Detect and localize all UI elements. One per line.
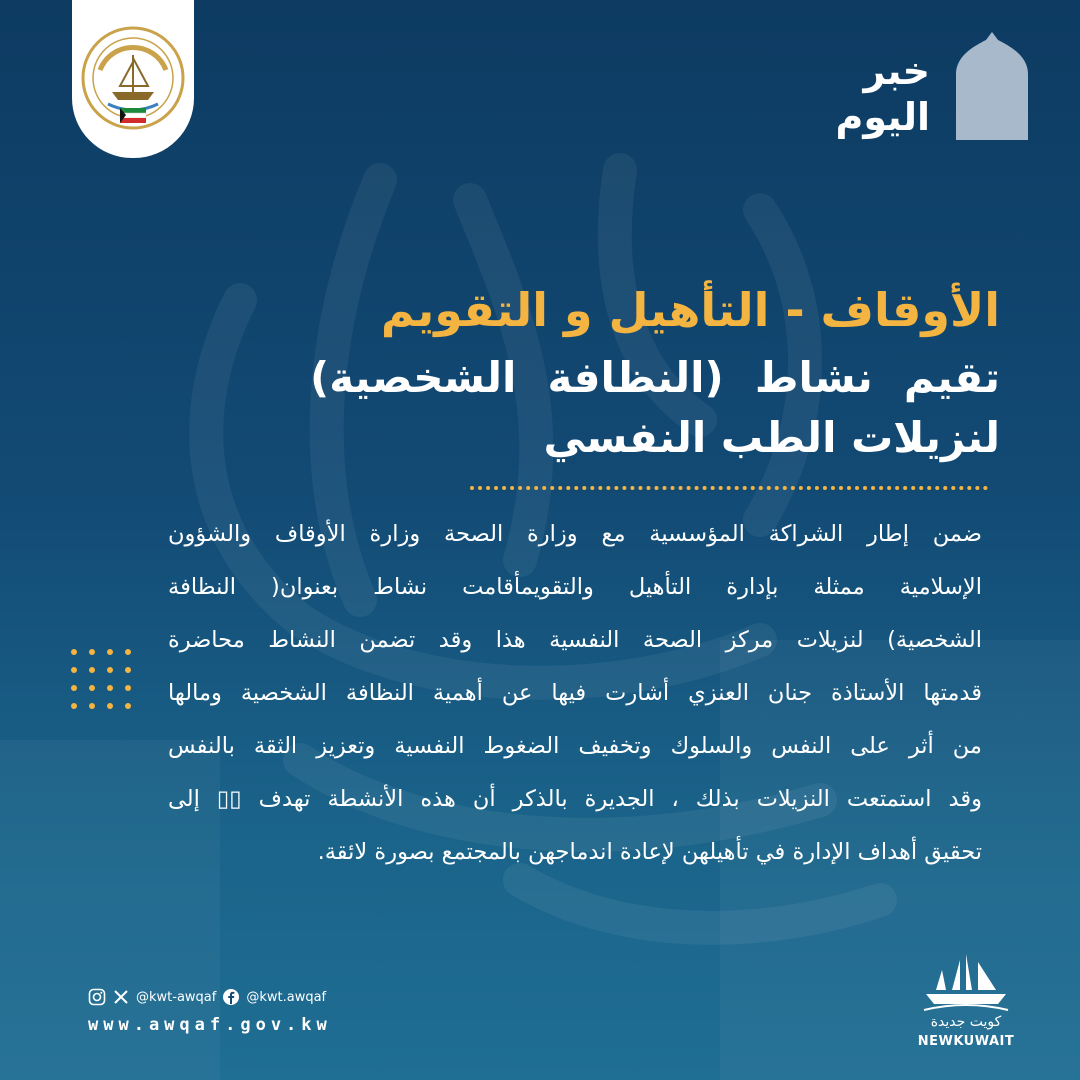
subheadline-line2: لنزيلات الطب النفسي (543, 413, 1000, 462)
dotted-divider (470, 486, 988, 490)
arch-window-icon (956, 32, 1028, 140)
body-line: ضمن إطار الشراكة المؤسسية مع وزارة الصحة وزارة الأوقاف والشؤون (168, 521, 982, 547)
news-body (168, 508, 982, 879)
body-line: الإسلامية ممثلة بإدارة التأهيل والتقويمأقامت نشاط بعنوان( النظافة (168, 574, 982, 600)
twitter-handle[interactable]: @kwt-awqaf (136, 989, 217, 1005)
headline: الأوقاف - التأهيل و التقويم (380, 283, 1000, 337)
news-tag-line2: اليوم (835, 95, 930, 139)
body-line: قدمتها الأستاذة جنان العنزي أشارت فيها عن أهمية النظافة الشخصية ومالها (168, 680, 982, 706)
social-handles (88, 988, 326, 1006)
facebook-handle[interactable]: @kwt.awqaf (246, 989, 327, 1005)
website-link[interactable]: www.awqaf.gov.kw (88, 1015, 332, 1035)
facebook-icon[interactable] (222, 988, 240, 1006)
body-line: من أثر على النفس والسلوك وتخفيف الضغوط النفسية وتعزيز الثقة بالنفس (168, 733, 982, 759)
new-kuwait-english: NEWKUWAIT (917, 1034, 1015, 1049)
instagram-icon[interactable] (88, 988, 106, 1006)
new-kuwait-arabic: كويت جديدة (930, 1014, 1002, 1030)
x-icon[interactable] (112, 988, 130, 1006)
body-line: الشخصية) لنزيلات مركز الصحة النفسية هذا وقد تضمن النشاط محاضرة (168, 627, 982, 653)
new-kuwait-logo-icon (916, 950, 1016, 1014)
ministry-emblem-icon (72, 0, 194, 150)
news-tag-line1: خبر (863, 49, 930, 93)
ministry-logo-badge (72, 0, 194, 158)
body-line: وقد استمتعت النزيلات بذلك ، الجديرة بالذكر أن هذه الأنشطة تهدف ▯▯ إلى (168, 786, 982, 812)
news-of-the-day-tag (836, 48, 930, 140)
subheadline-line1: تقيم نشاط (النظافة الشخصية) (310, 353, 1000, 402)
body-line: تحقيق أهداف الإدارة في تأهيلهن لإعادة اندماجهن بالمجتمع بصورة لائقة. (317, 839, 982, 865)
dot-grid-decoration (70, 648, 134, 712)
